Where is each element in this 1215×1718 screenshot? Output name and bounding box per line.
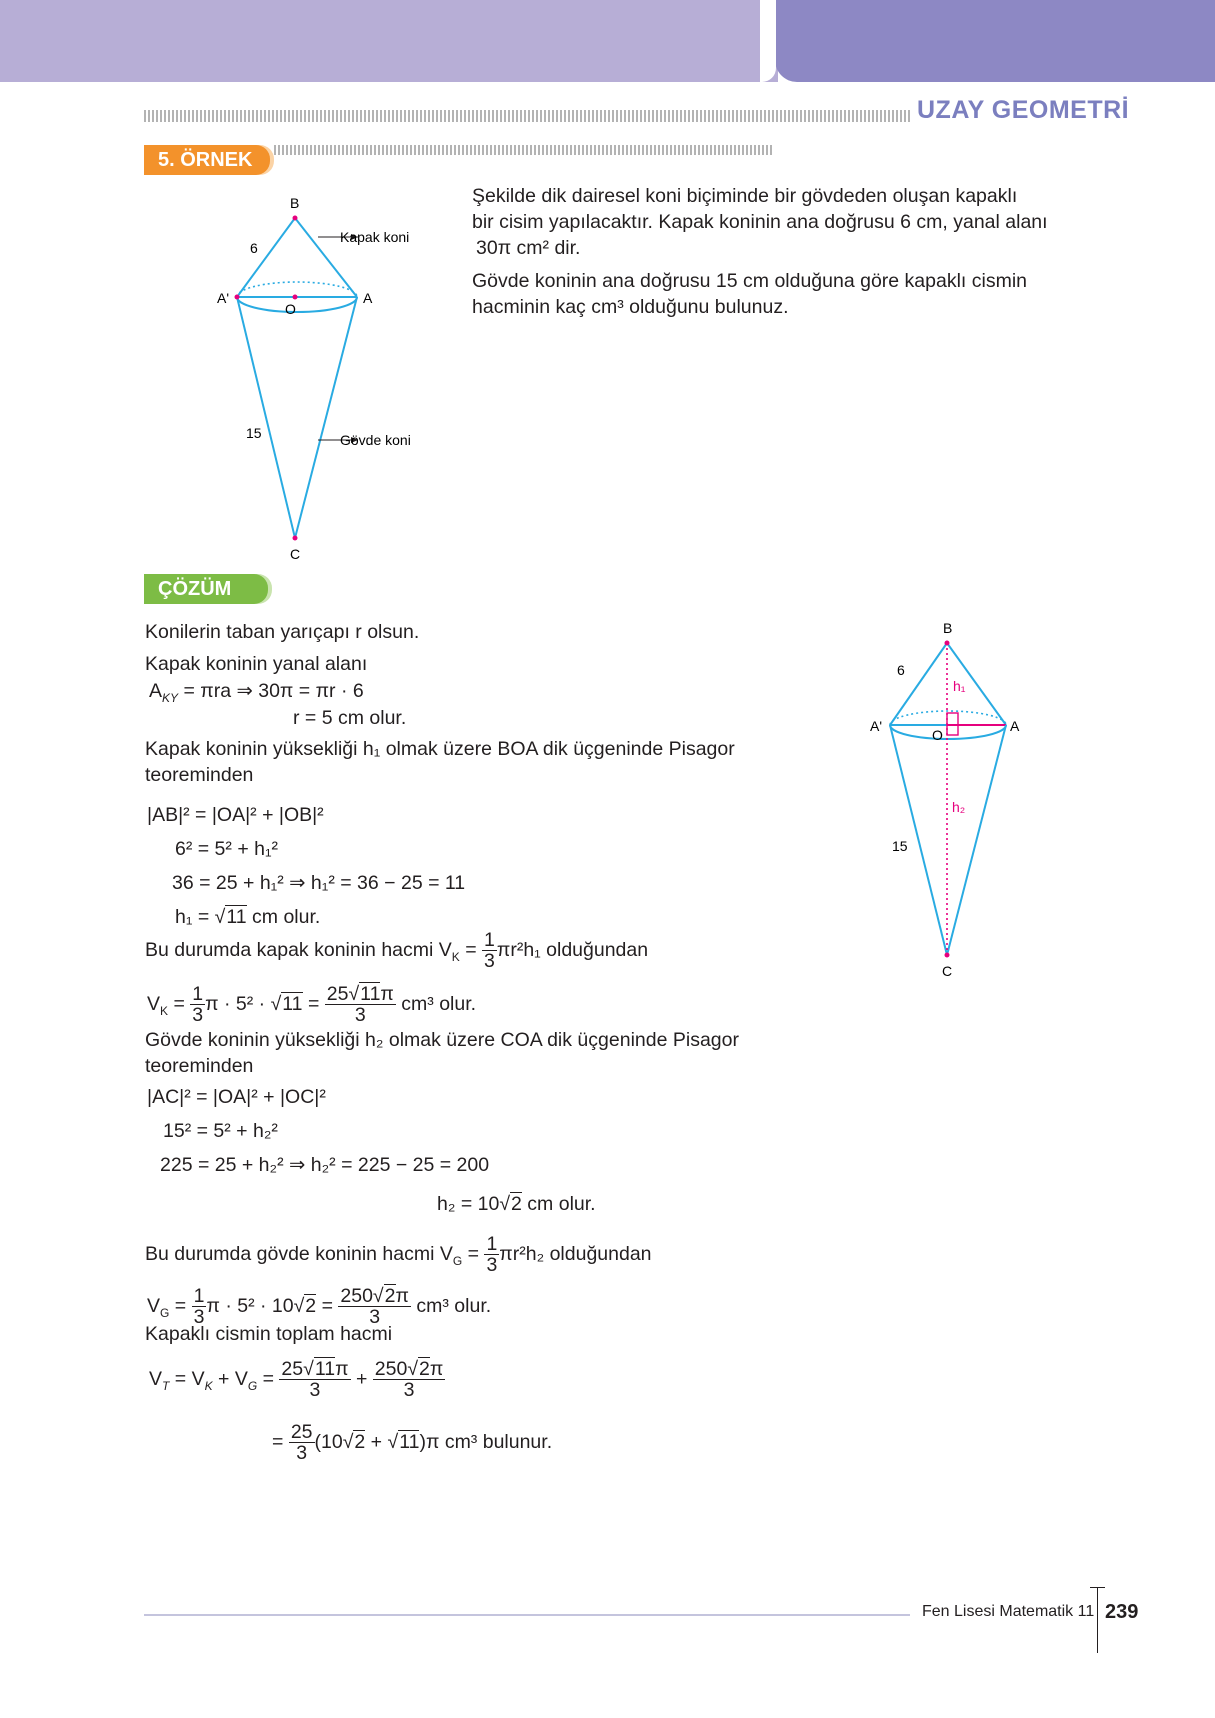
label-C: C — [290, 546, 301, 562]
point-C — [945, 953, 950, 958]
ellipse-front — [890, 725, 1006, 739]
label-A-prime: A' — [870, 718, 883, 734]
question-line-4: Gövde koninin ana doğrusu 15 cm olduğuna göre kapaklı cismin — [472, 270, 1028, 292]
label-O: O — [285, 301, 296, 317]
label-A-prime: A' — [217, 290, 230, 306]
sol-line-4: r = 5 cm olur. — [293, 707, 407, 729]
eq-pythagoras-1: |AB|² = |OA|² + |OB|² — [147, 804, 324, 826]
solution-tab: ÇÖZÜM — [144, 574, 268, 604]
govde-line-2: teoreminden — [145, 1055, 254, 1077]
point-C — [293, 536, 298, 541]
point-O — [293, 295, 298, 300]
total-intro: Kapaklı cismin toplam hacmi — [145, 1323, 393, 1345]
edge-AC — [947, 725, 1006, 955]
eq-h2-result: h₂ = 10√2 cm olur. — [437, 1193, 596, 1215]
label-15: 15 — [892, 838, 908, 854]
eq-govde-2: 15² = 5² + h₂² — [163, 1120, 278, 1142]
eq-h1-result: h₁ = √11 cm olur. — [175, 906, 321, 928]
label-C: C — [942, 963, 953, 979]
question-line-1: Şekilde dik dairesel koni biçiminde bir gövdeden oluşan kapaklı — [472, 185, 1018, 207]
label-A: A — [363, 290, 373, 306]
point-B — [945, 641, 950, 646]
sol-line-1: Konilerin taban yarıçapı r olsun. — [145, 621, 420, 643]
label-O: O — [932, 727, 943, 743]
footer-book-title: Fen Lisesi Matematik 11 — [922, 1603, 1095, 1620]
sol-line-3: $A_{KY} = \pi ra$ ⇒ 30π = πr · 6 — [149, 680, 364, 705]
question-line-3: 30π cm² dir. — [476, 237, 581, 259]
footer-divider — [1097, 1587, 1098, 1653]
vg-calculation: $V_G$ = $\frac{1}{3}$ π · 5² · 10√2 = $\frac{250√2\pi}{3}$ cm³ olur. — [147, 1285, 492, 1329]
header-band-left — [0, 0, 778, 82]
label-B: B — [943, 620, 953, 636]
footer-tick — [1090, 1587, 1105, 1588]
label-6: 6 — [250, 240, 258, 256]
eq-govde-1: |AC|² = |OA|² + |OC|² — [147, 1086, 326, 1108]
final-result: = $\frac{25}{3}$ (10√2 + √11)π cm³ bulunur. — [272, 1421, 553, 1465]
eq-pythagoras-3: 36 = 25 + h₁² ⇒ h₁² = 36 − 25 = 11 — [172, 872, 466, 894]
label-h1: h₁ — [953, 678, 966, 694]
vk-intro: Bu durumda kapak koninin hacmi $V_K$ = $\frac{1}{3}$ πr²h₁ olduğundan — [145, 929, 649, 973]
ellipse-front — [237, 297, 357, 312]
point-A-prime — [235, 295, 240, 300]
header-band-right — [775, 0, 1215, 82]
cone-figure-2 — [860, 615, 1060, 990]
label-A: A — [1010, 718, 1020, 734]
sol-line-2: Kapak koninin yanal alanı — [145, 653, 368, 675]
label-B: B — [290, 195, 300, 211]
label-kapak-koni: Kapak koni — [340, 229, 410, 245]
label-15: 15 — [246, 425, 262, 441]
section-title: UZAY GEOMETRİ — [917, 96, 1130, 124]
label-govde-koni: Gövde koni — [340, 432, 411, 448]
edge-AC — [295, 297, 357, 538]
edge-BA-prime — [890, 643, 947, 725]
example-tab: 5. ÖRNEK — [144, 145, 270, 175]
sol-line-5: Kapak koninin yüksekliği h₁ olmak üzere BOA dik üçgeninde Pisagor — [145, 738, 735, 760]
point-B — [293, 216, 298, 221]
example-dotted-rule — [274, 145, 774, 155]
page-number: 239 — [1105, 1601, 1139, 1623]
sol-line-6: teoreminden — [145, 764, 254, 786]
vg-intro: Bu durumda gövde koninin hacmi $V_G$ = $\frac{1}{3}$ πr²h₂ olduğundan — [145, 1233, 652, 1277]
edge-BA-prime — [237, 218, 295, 297]
label-h2: h₂ — [952, 799, 966, 815]
header-dotted-rule — [144, 110, 910, 122]
cone-figure-1 — [200, 190, 440, 570]
label-6: 6 — [897, 662, 905, 678]
eq-pythagoras-2: 6² = 5² + h₁² — [175, 838, 279, 860]
vk-calculation: $V_K$ = $\frac{1}{3}$ π · 5² · √11 = $\frac{25√11\pi}{3}$ cm³ olur. — [147, 983, 477, 1027]
vt-equation: $V_T = V_K + V_G$ = $\frac{25√11\pi}{3}$ + $\frac{250√2\pi}{3}$ — [149, 1358, 444, 1402]
question-line-2: bir cisim yapılacaktır. Kapak koninin ana doğrusu 6 cm, yanal alanı — [472, 211, 1048, 233]
header-notch — [760, 0, 776, 82]
govde-line-1: Gövde koninin yüksekliği h₂ olmak üzere COA dik üçgeninde Pisagor — [145, 1029, 739, 1051]
footer-line — [144, 1614, 910, 1616]
edge-A-prime-C — [237, 297, 295, 538]
question-line-5: hacminin kaç cm³ olduğunu bulunuz. — [472, 296, 789, 318]
ellipse-back — [237, 282, 357, 297]
eq-govde-3: 225 = 25 + h₂² ⇒ h₂² = 225 − 25 = 200 — [160, 1154, 490, 1176]
